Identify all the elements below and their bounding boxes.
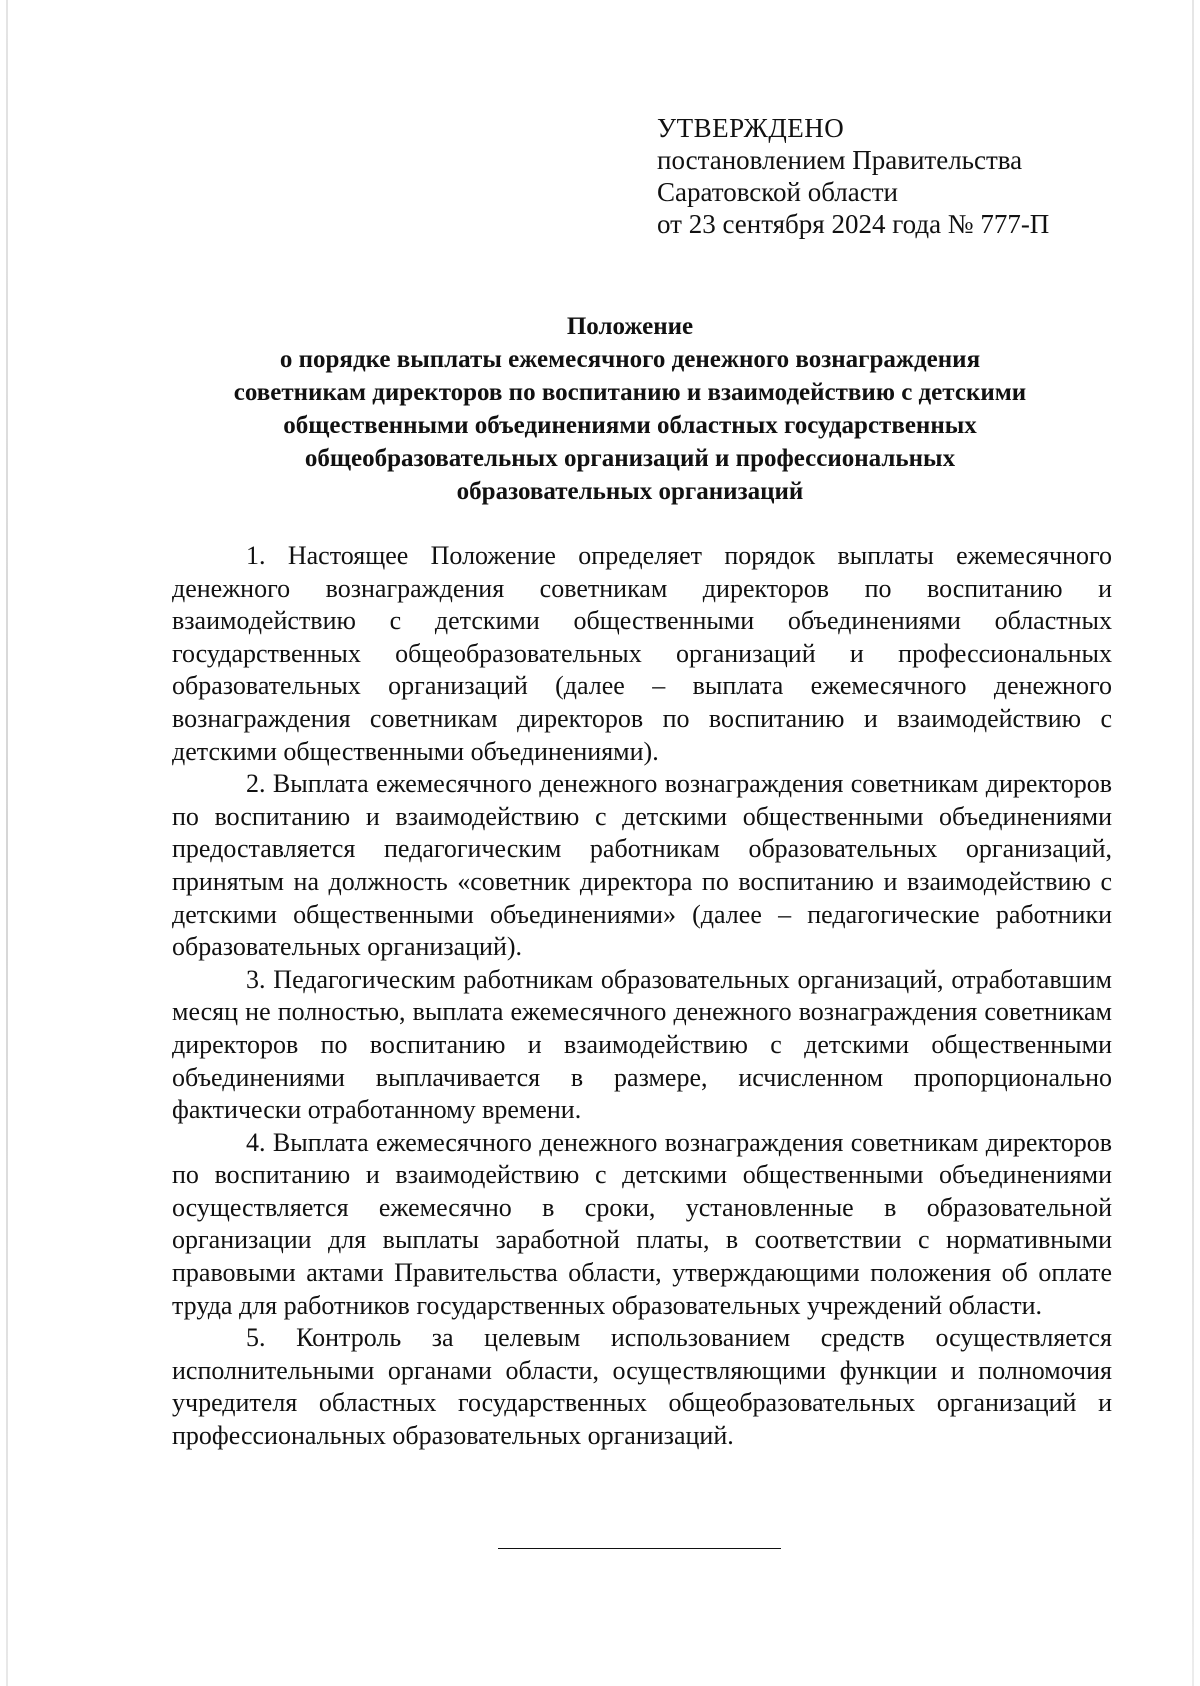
scan-edge-left (6, 0, 8, 1686)
title-line-2: советникам директоров по воспитанию и взаимодействию с детскими (233, 379, 1027, 406)
title-line-1: о порядке выплаты ежемесячного денежного вознаграждения (279, 346, 981, 373)
document-title (130, 310, 1130, 508)
title-line-5: образовательных организаций (456, 478, 804, 505)
title-line-4: общеобразовательных организаций и профессиональных (304, 445, 956, 472)
paragraph-5: 5. Контроль за целевым использованием средств осуществляется исполнительными органами области, осуществляющими функции и полномочия учредителя областных государственных общеобразовательных организаций и профессиональных образовательных организаций. (172, 1323, 1112, 1451)
closing-divider (498, 1548, 781, 1549)
paragraph-4: 4. Выплата ежемесячного денежного вознаграждения советникам директоров по воспитанию и взаимодействию с детскими общественными объединениями осуществляется ежемесячно в сроки, установленные в образовательной организации для выплаты заработной платы, в соответствии с нормативными правовыми актами Правительства области, утверждающими положения об оплате труда для работников государственных образовательных учреждений области. (172, 1127, 1112, 1320)
document-body (172, 540, 1112, 1453)
approval-block (657, 112, 1157, 240)
approval-stamp: УТВЕРЖДЕНО (657, 113, 845, 143)
paragraph-1: 1. Настоящее Положение определяет порядок выплаты ежемесячного денежного вознаграждения советникам директоров по воспитанию и взаимодействию с детскими общественными объединениями областных государственных общеобразовательных организаций и профессиональных образовательных организаций (далее – выплата ежемесячного денежного вознаграждения советникам директоров по воспитанию и взаимодействию с детскими общественными объединениями). (172, 541, 1112, 766)
approval-line-1: постановлением Правительства (657, 145, 1023, 175)
title-line-3: общественными объединениями областных государственных (283, 412, 977, 439)
paragraph-2: 2. Выплата ежемесячного денежного вознаграждения советникам директоров по воспитанию и взаимодействию с детскими общественными объединениями предоставляется педагогическим работникам образовательных организаций, принятым на должность «советник директора по воспитанию и взаимодействию с детскими общественными объединениями» (далее – педагогические работники образовательных организаций). (172, 769, 1112, 962)
scan-edge-right (1192, 0, 1194, 1686)
paragraph-3: 3. Педагогическим работникам образовательных организаций, отработавшим месяц не полностью, выплата ежемесячного денежного вознаграждения советникам директоров по воспитанию и взаимодействию с детскими общественными объединениями выплачивается в размере, исчисленном пропорционально фактически отработанному времени. (172, 964, 1112, 1125)
title-heading: Положение (566, 313, 694, 340)
approval-line-2: Саратовской области (657, 177, 898, 207)
approval-line-3: от 23 сентября 2024 года № 777-П (657, 209, 1050, 239)
